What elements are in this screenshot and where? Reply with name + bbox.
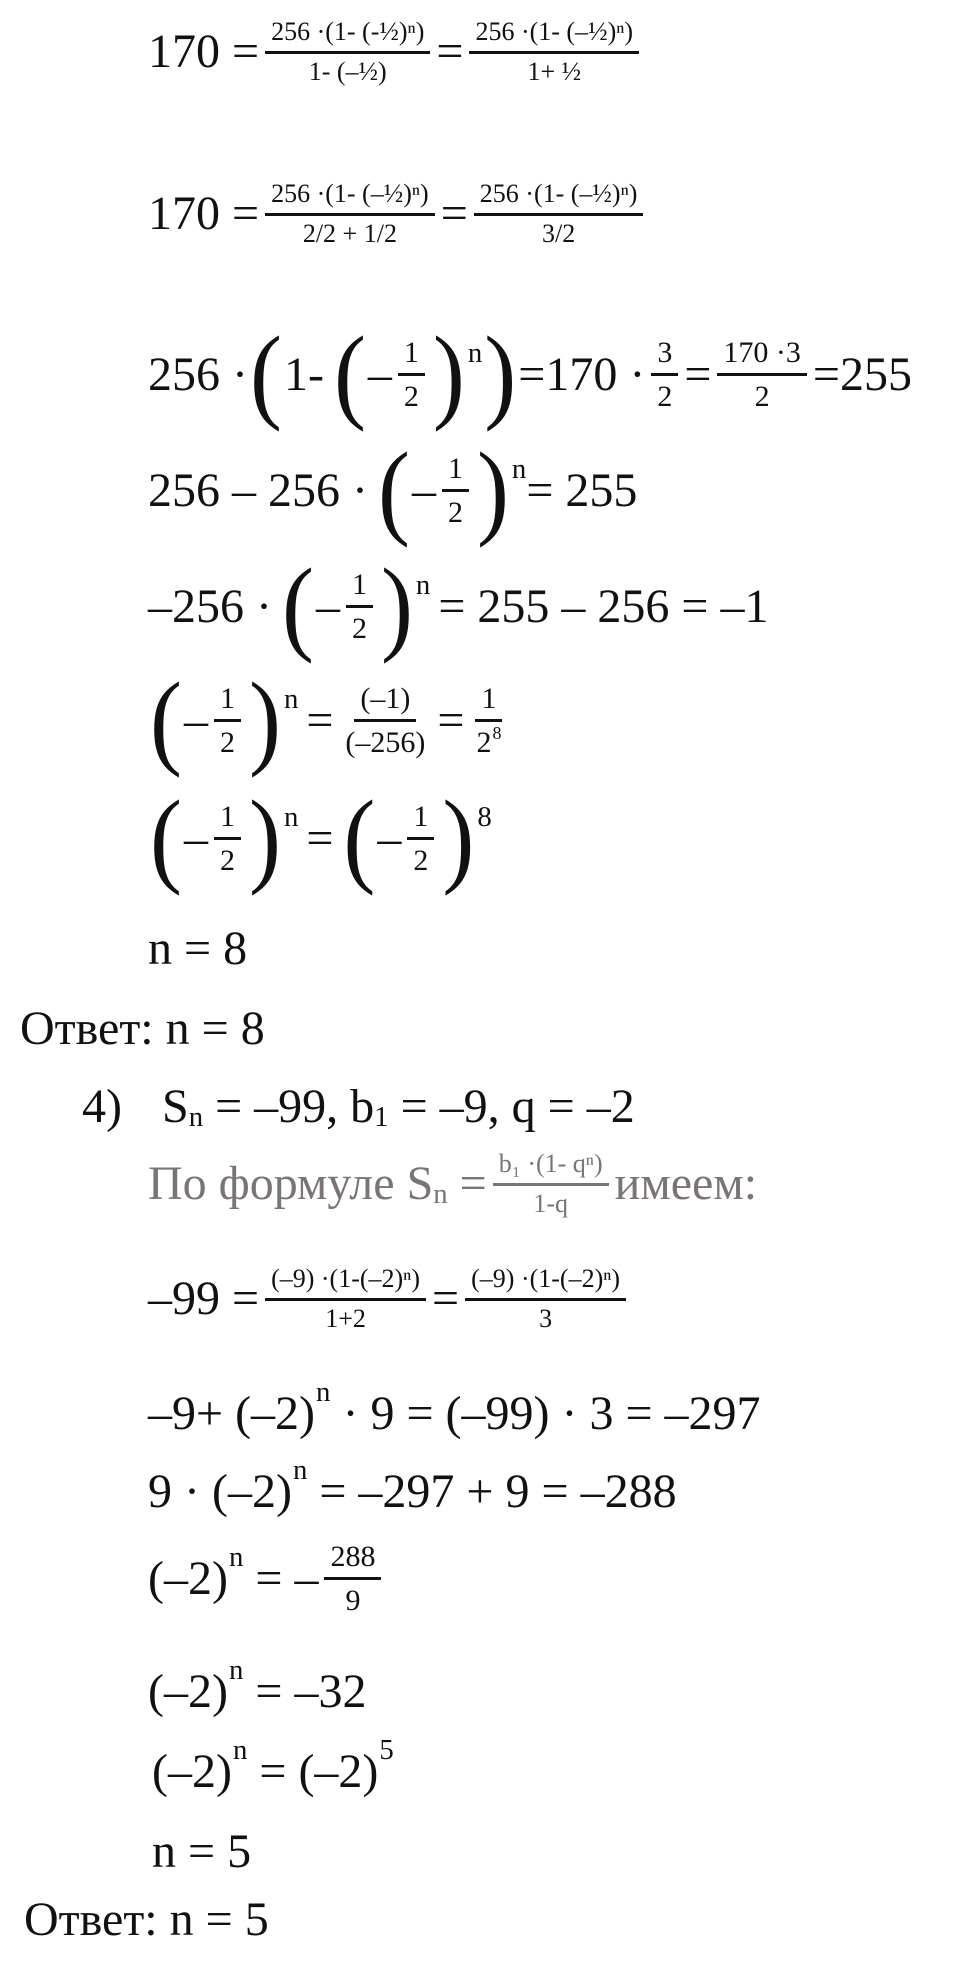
- equation-line-1: 170 = $\frac{\text{256 ·(1- (-½)ⁿ)}}{\text{1- (–½)}}$ = $\frac{\text{256 ·(1- (–½)ⁿ)}}{\text{1+ ½}}$: [148, 18, 645, 86]
- item-4-header: 4) S n = –99, b 1 = –9, q = –2: [82, 1080, 635, 1133]
- equation-line-7: ( – $\frac{1}{2}$ ) n = ( – $\frac{1}{2}$ ) 8: [150, 778, 492, 897]
- equation-line-10: –9+ (–2) n · 9 = (–99) · 3 = –297: [148, 1376, 761, 1440]
- answer-1: Ответ: n = 8: [20, 1002, 265, 1055]
- equation-line-4: 256 – 256 · ( – $\frac{1}{2}$ ) n = 255: [148, 430, 638, 549]
- equation-line-11: 9 · (–2) n = –297 + 9 = –288: [148, 1454, 677, 1518]
- fraction: $\frac{\text{256 ·(1- (-½)ⁿ)}}{\text{1- (–½)}}$: [265, 18, 430, 86]
- equation-line-13: (–2) n = –32: [148, 1654, 367, 1718]
- fraction: $\frac{\text{256 ·(1- (–½)ⁿ)}}{2/2 + 1/2}$: [265, 180, 435, 248]
- equation-line-3: 256 · ( 1- ( – $\frac{1}{2}$ ) n ) =170 · $\frac{3}{2}$ = $\frac{170 \cdot 3}{2}$ =255: [148, 314, 912, 433]
- equation-line-14: (–2) n = (–2) 5: [152, 1734, 394, 1798]
- formula-line: По формуле S n = $\frac{\text{b₁ ·(1- qⁿ)}}{1-q}$ имеем:: [148, 1149, 758, 1218]
- equation-line-12: (–2) n = – $\frac{288}{9}$: [148, 1540, 387, 1617]
- equation-line-9: –99 = $\frac{\text{(–9) ·(1-(–2)ⁿ)}}{1+2}$ = $\frac{\text{(–9) ·(1-(–2)ⁿ)}}{3}$: [148, 1265, 632, 1333]
- lhs: 170 =: [148, 25, 260, 79]
- equation-line-15: n = 5: [152, 1825, 252, 1878]
- equation-line-2: 170 = $\frac{\text{256 ·(1- (–½)ⁿ)}}{2/2 + 1/2}$ = $\frac{\text{256 ·(1- (–½)ⁿ)}}{3/2}$: [148, 180, 649, 248]
- equation-line-5: –256 · ( – $\frac{1}{2}$ ) n = 255 – 256 = –1: [148, 546, 769, 665]
- fraction: $\frac{\text{256 ·(1- (–½)ⁿ)}}{\text{1+ ½}}$: [469, 18, 639, 86]
- equation-line-6: ( – $\frac{1}{2}$ ) n = $\frac{(-1)}{(-256)}$ = $\frac{1}{2^8}$: [150, 660, 502, 779]
- fraction: $\frac{\text{256 ·(1- (–½)ⁿ)}}{3/2}$: [474, 180, 644, 248]
- answer-2: Ответ: n = 5: [24, 1893, 269, 1946]
- equation-line-8: n = 8: [148, 922, 248, 975]
